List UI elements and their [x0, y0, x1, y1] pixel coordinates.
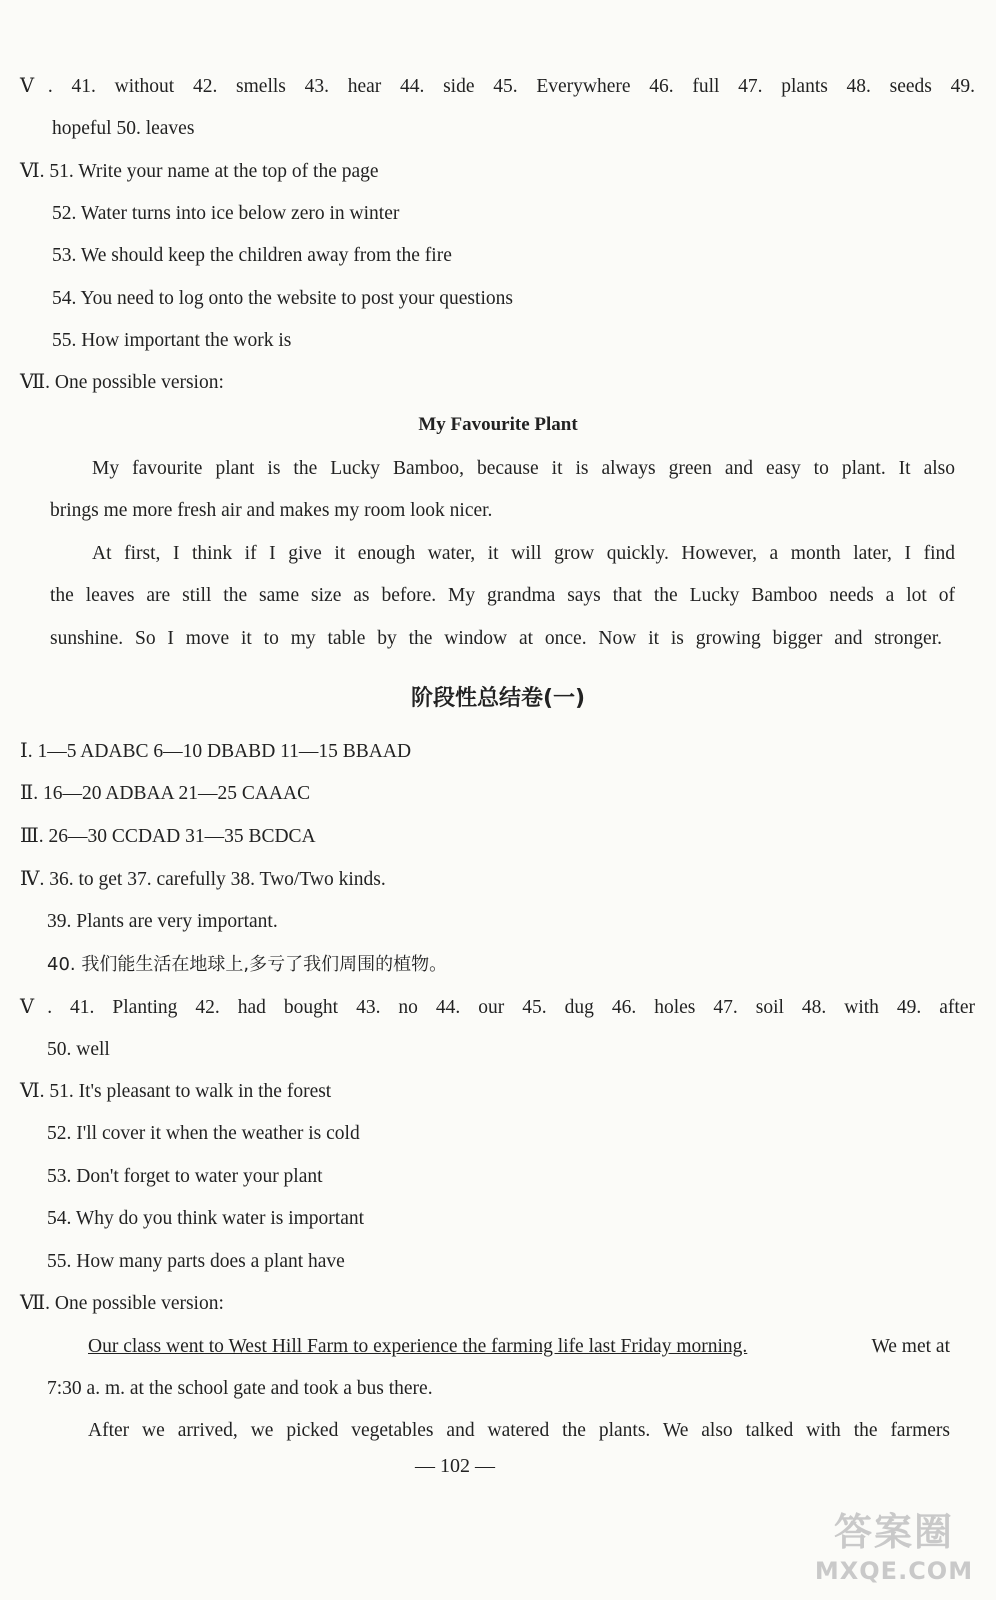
essay-line-1-rest: We met at — [871, 1336, 950, 1357]
watermark-logo — [814, 1508, 974, 1594]
answer-i: Ⅰ. 1—5 ADABC 6—10 DBABD 11—15 BBAAD — [20, 741, 412, 762]
answer-vi-55: 55. How important the work is — [52, 330, 292, 351]
section-answer-vi-53: 53. Don't forget to water your plant — [47, 1166, 323, 1187]
answer-vi-52: 52. Water turns into ice below zero in winter — [52, 203, 400, 224]
answer-vi-53: 53. We should keep the children away from the fire — [52, 245, 452, 266]
essay-topic-sentence: Our class went to West Hill Farm to experience the farming life last Friday morning. — [88, 1336, 748, 1357]
essay-title: My Favourite Plant — [418, 414, 578, 435]
answer-ii: Ⅱ. 16—20 ADBAA 21—25 CAAAC — [20, 783, 311, 804]
watermark-cn-text: 答案圈 — [833, 1510, 954, 1554]
section-essay-line-1 — [88, 1334, 950, 1360]
section-answer-v-line-2: 50. well — [47, 1039, 110, 1060]
essay-paragraph-2-line-3: sunshine. So I move it to my table by the window at once. Now it is growing bigger and stronger. — [50, 628, 942, 649]
answer-iii: Ⅲ. 26—30 CCDAD 31—35 BCDCA — [20, 826, 316, 847]
section-answer-vi-52: 52. I'll cover it when the weather is cold — [47, 1123, 360, 1144]
section-answer-vi-55: 55. How many parts does a plant have — [47, 1251, 345, 1272]
essay-paragraph-2-line-1: At first, I think if I give it enough water, it will grow quickly. However, a month later, I find — [92, 543, 955, 564]
watermark-url-text: MXQE.COM — [814, 1557, 974, 1585]
answer-iv-36: Ⅳ. 36. to get 37. carefully 38. Two/Two kinds. — [20, 869, 386, 890]
essay-paragraph-1-line-2: brings me more fresh air and makes my room look nicer. — [50, 500, 493, 521]
section-essay-line-2: 7:30 a. m. at the school gate and took a bus there. — [47, 1378, 433, 1399]
section-essay-line-3: After we arrived, we picked vegetables and watered the plants. We also talked with the farmers — [88, 1420, 950, 1441]
answer-vii-label: Ⅶ. One possible version: — [20, 372, 224, 393]
section-answer-vi-51: Ⅵ. 51. It's pleasant to walk in the forest — [20, 1081, 332, 1102]
answer-v-line-2: hopeful 50. leaves — [52, 118, 195, 139]
section-answer-vii-label: Ⅶ. One possible version: — [20, 1293, 224, 1314]
answer-iv-39: 39. Plants are very important. — [47, 911, 278, 932]
answer-vi-54: 54. You need to log onto the website to post your questions — [52, 288, 513, 309]
answer-v-line-1: Ⅴ. 41. without 42. smells 43. hear 44. side 45. Everywhere 46. full 47. plants 48. seeds 49. — [20, 76, 975, 97]
answer-vi-51: Ⅵ. 51. Write your name at the top of the page — [20, 161, 379, 182]
page-number: — 102 — — [415, 1455, 495, 1477]
essay-paragraph-1-line-1: My favourite plant is the Lucky Bamboo, because it is always green and easy to plant. It also — [92, 458, 955, 479]
essay-paragraph-2-line-2: the leaves are still the same size as before. My grandma says that the Lucky Bamboo needs a lot of — [50, 585, 955, 606]
section-answer-v-line-1: Ⅴ. 41. Planting 42. had bought 43. no 44. our 45. dug 46. holes 47. soil 48. with 49. after — [20, 997, 975, 1018]
section-title: 阶段性总结卷(一) — [410, 686, 586, 711]
section-answer-vi-54: 54. Why do you think water is important — [47, 1208, 365, 1229]
answer-iv-40: 40. 我们能生活在地球上,多亏了我们周围的植物。 — [47, 954, 448, 975]
